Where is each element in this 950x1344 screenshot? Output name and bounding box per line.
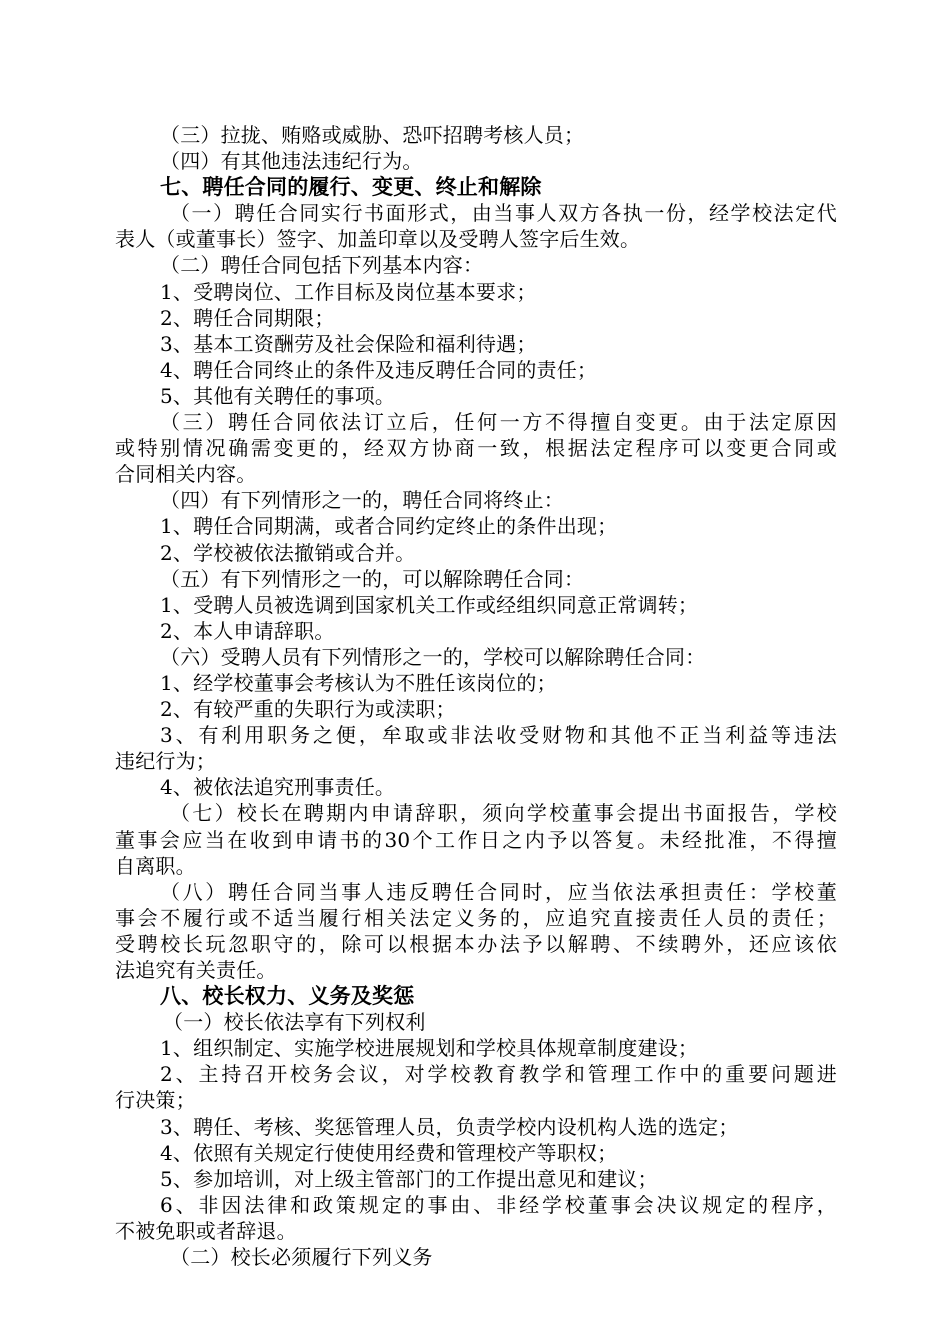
list-item: 1、聘任合同期满，或者合同约定终止的条件出现； <box>160 514 618 539</box>
text-line: （六）受聘人员有下列情形之一的，学校可以解除聘任合同： <box>160 644 706 669</box>
list-item: 4、依照有关规定行使使用经费和管理校产等职权； <box>160 1140 618 1165</box>
list-item: 2、本人申请辞职。 <box>160 618 335 643</box>
list-item: 5、其他有关聘任的事项。 <box>160 383 396 408</box>
list-item: 4、聘任合同终止的条件及违反聘任合同的责任； <box>160 357 598 382</box>
text-line: 合同相关内容。 <box>115 462 257 487</box>
text-line: 受聘校长玩忽职守的，除可以根据本办法予以解聘、不续聘外，还应该依 <box>115 931 837 956</box>
text-line: （一）校长依法享有下列权利 <box>163 1010 426 1035</box>
text-line: 事会不履行或不适当履行相关法定义务的，应追究直接责任人员的责任； <box>115 905 837 930</box>
list-item: 1、受聘人员被选调到国家机关工作或经组织同意正常调转； <box>160 592 699 617</box>
list-item: 1、组织制定、实施学校进展规划和学校具体规章制度建设； <box>160 1036 699 1061</box>
text-line: （五）有下列情形之一的，可以解除聘任合同： <box>160 566 585 591</box>
document-body <box>115 122 837 1270</box>
text-line: 表人（或董事长）签字、加盖印章以及受聘人签字后生效。 <box>115 227 641 252</box>
list-item: 2、主持召开校务会议，对学校教育教学和管理工作中的重要问题进 <box>160 1062 837 1087</box>
text-line: （二）聘任合同包括下列基本内容： <box>160 253 484 278</box>
text-line: 行决策； <box>115 1088 196 1113</box>
list-item: 3、有利用职务之便，牟取或非法收受财物和其他不正当利益等违法 <box>160 723 837 748</box>
text-line: （四）有下列情形之一的，聘任合同将终止： <box>160 488 564 513</box>
list-item: 4、被依法追究刑事责任。 <box>160 775 396 800</box>
list-item: 2、学校被依法撤销或合并。 <box>160 540 416 565</box>
text-line: （三）聘任合同依法订立后，任何一方不得擅自变更。由于法定原因 <box>160 410 837 435</box>
text-line: （三）拉拢、贿赂或威胁、恐吓招聘考核人员； <box>160 123 585 147</box>
text-line: 或特别情况确需变更的，经双方协商一致，根据法定程序可以变更合同或 <box>115 436 837 461</box>
list-item: 5、参加培训，对上级主管部门的工作提出意见和建议； <box>160 1166 658 1191</box>
list-item: 6、非因法律和政策规定的事由、非经学校董事会决议规定的程序， <box>160 1192 837 1217</box>
text-line: （四）有其他违法违纪行为。 <box>160 149 423 174</box>
list-item: 3、聘任、考核、奖惩管理人员，负责学校内设机构人选的选定； <box>160 1114 739 1139</box>
text-line: （二）校长必须履行下列义务 <box>170 1245 433 1270</box>
list-item: 1、受聘岗位、工作目标及岗位基本要求； <box>160 279 537 304</box>
text-line: （七）校长在聘期内申请辞职，须向学校董事会提出书面报告，学校 <box>170 801 837 826</box>
list-item: 2、聘任合同期限； <box>160 305 335 330</box>
text-line: （一）聘任合同实行书面形式，由当事人双方各执一份，经学校法定代 <box>170 201 837 226</box>
list-item: 3、基本工资酬劳及社会保险和福利待遇； <box>160 331 537 356</box>
section-heading: 七、聘任合同的履行、变更、终止和解除 <box>160 174 542 200</box>
section-heading: 八、校长权力、义务及奖惩 <box>160 983 415 1009</box>
list-item: 2、有较严重的失职行为或渎职； <box>160 697 456 722</box>
text-line: 不被免职或者辞退。 <box>115 1218 297 1243</box>
text-line: 自离职。 <box>115 853 196 878</box>
text-line: 法追究有关责任。 <box>115 958 277 982</box>
text-line: 董事会应当在收到申请书的30个工作日之内予以答复。未经批准，不得擅 <box>115 827 837 852</box>
text-line: （八）聘任合同当事人违反聘任合同时，应当依法承担责任：学校董 <box>160 879 837 904</box>
text-line: 违纪行为； <box>115 749 216 774</box>
list-item: 1、经学校董事会考核认为不胜任该岗位的； <box>160 670 557 695</box>
